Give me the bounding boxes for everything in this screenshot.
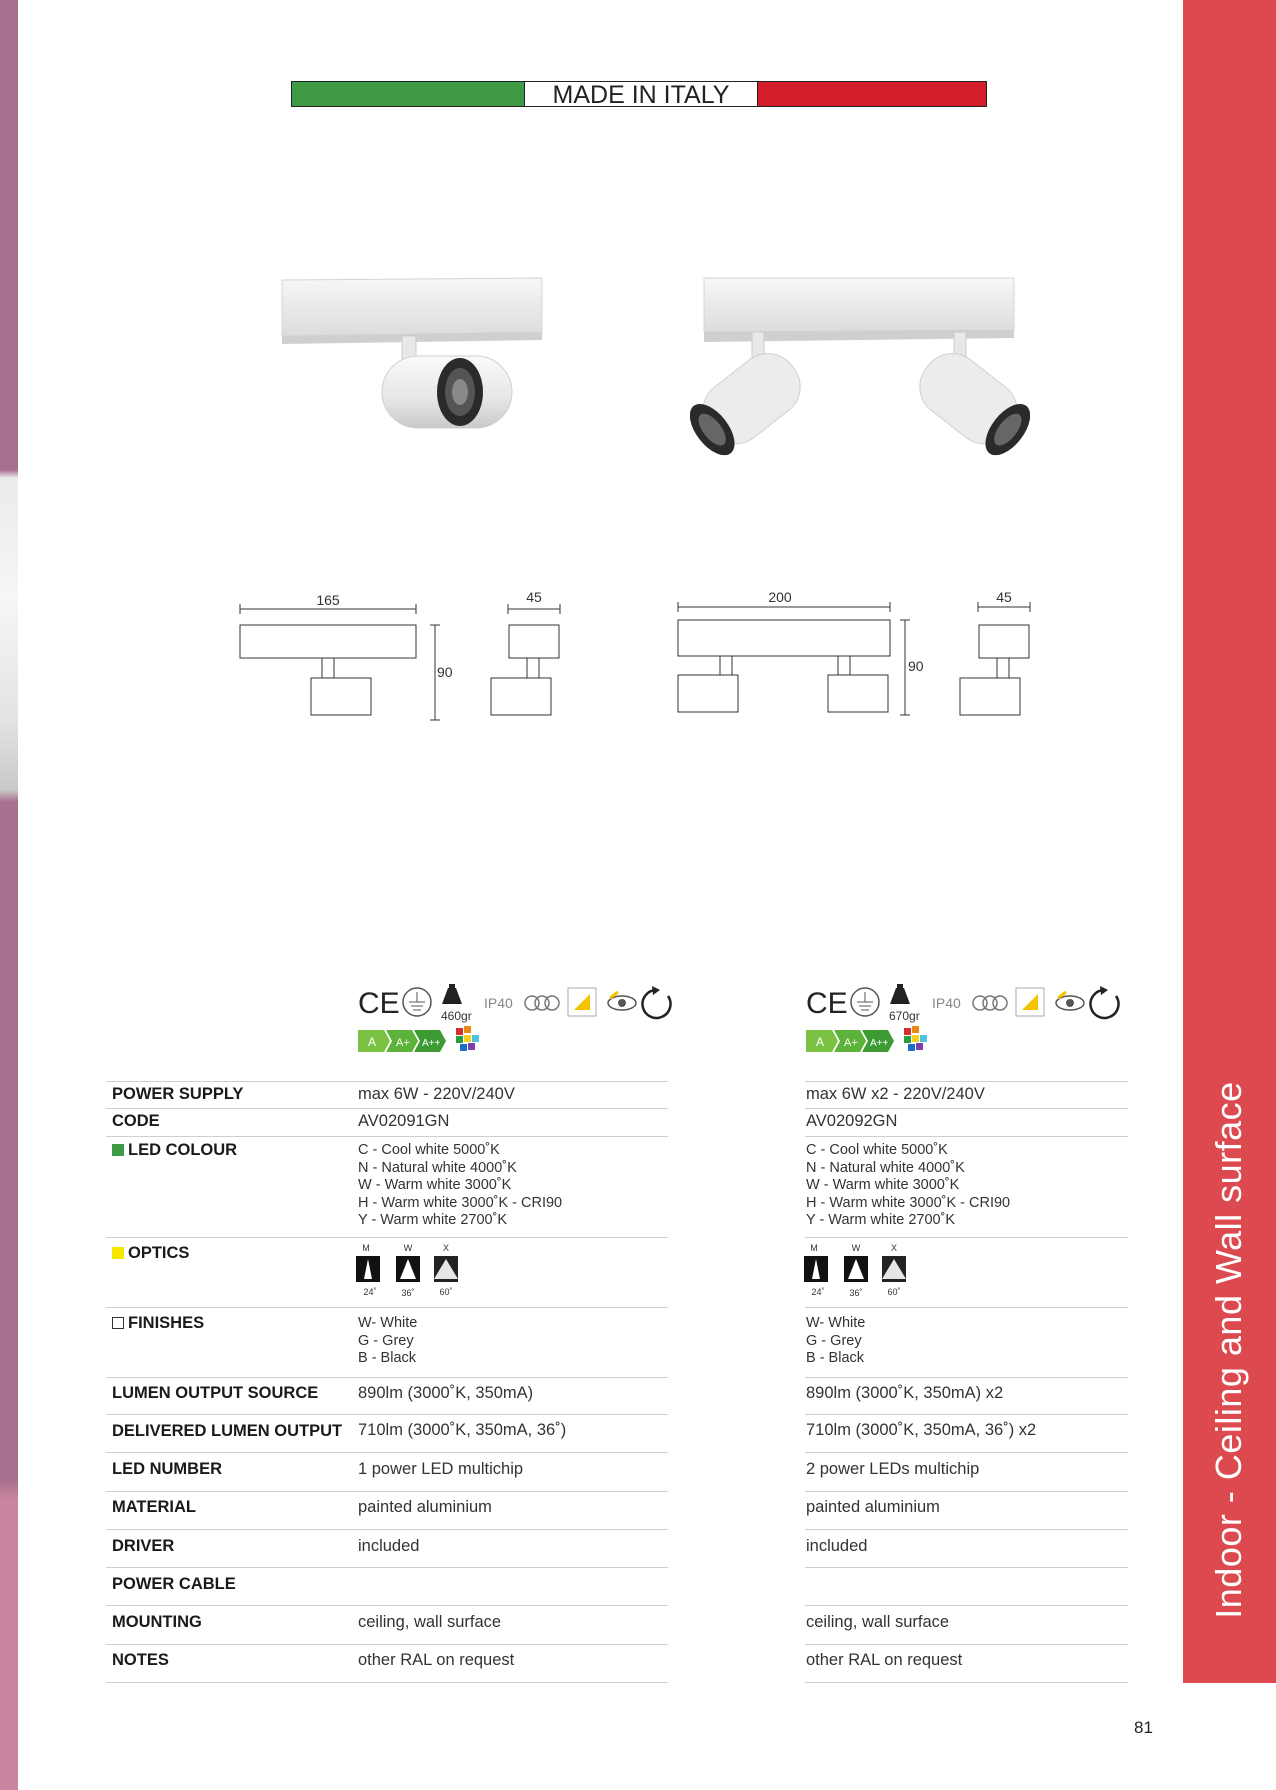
p1-led-colours [358,1142,562,1230]
svg-text:W: W [403,1243,413,1253]
svg-text:M: M [362,1243,370,1253]
rule [805,1108,1128,1109]
ce-mark-2: CE [806,987,848,1020]
narrow-beam-icon [356,1256,380,1282]
weight-icon [890,984,910,1004]
rule [106,1377,668,1378]
double-width-label: 200 [768,589,792,605]
single-width-label: 165 [316,592,340,608]
rule [805,1452,1128,1453]
list-item: G - Grey [358,1332,414,1349]
p1-code: AV02091GN [358,1112,450,1130]
p2-optics-icons [804,1242,914,1298]
rule [106,1452,668,1453]
svg-text:36˚: 36˚ [849,1288,863,1298]
p2-lumen-output-source: 890lm (3000˚K, 350mA) x2 [806,1384,1004,1402]
p2-code: AV02092GN [806,1112,898,1130]
colour-palette-icon [456,1026,479,1051]
svg-text:M: M [810,1243,818,1253]
double-height-label: 90 [908,658,924,674]
label-material: MATERIAL [112,1498,197,1516]
led-module-icon [568,988,596,1016]
list-item: W- White [806,1315,866,1331]
class-i-icon [403,988,431,1016]
made-in-italy-banner [291,81,987,107]
page-number: 81 [1134,1718,1153,1737]
rule [106,1605,668,1606]
rule [106,1307,668,1308]
rule [805,1567,1128,1568]
list-item: G - Grey [806,1332,862,1349]
rule [106,1529,668,1530]
label-delivered-lumen-output: DELIVERED LUMEN OUTPUT [112,1422,343,1440]
eye-icon [1056,992,1084,1010]
rotation-icon [1091,986,1119,1018]
wide-beam-icon [844,1256,868,1282]
svg-text:24˚: 24˚ [811,1287,825,1297]
category-vertical-title: Indoor - Ceiling and Wall surface [1208,1081,1249,1619]
label-power-supply: POWER SUPPLY [112,1085,244,1103]
label-code: CODE [112,1112,160,1130]
narrow-beam-icon [804,1256,828,1282]
p2-mounting: ceiling, wall surface [806,1613,950,1631]
label-lumen-output-source: LUMEN OUTPUT SOURCE [112,1384,319,1402]
rule [106,1491,668,1492]
rule [805,1307,1128,1308]
rule [106,1567,668,1568]
class-i-icon [851,988,879,1016]
p2-driver: included [806,1537,868,1555]
rings-icon [973,996,1007,1010]
list-item: C - Cool white 5000˚K [806,1142,948,1158]
rotation-icon [643,986,671,1018]
p1-power-supply: max 6W - 220V/240V [358,1085,515,1103]
weight-label-1: 460gr [441,1009,472,1023]
p2-delivered-lumen-output: 710lm (3000˚K, 350mA, 36˚) x2 [806,1421,1037,1439]
ip-rating-1: IP40 [484,995,513,1011]
list-item: H - Warm white 3000˚K - CRI90 [358,1194,563,1211]
rule [805,1682,1128,1683]
rings-icon [525,996,559,1010]
rule [106,1108,668,1109]
svg-text:36˚: 36˚ [401,1288,415,1298]
p2-led-number: 2 power LEDs multichip [806,1460,980,1478]
p2-finishes [806,1315,865,1368]
certification-icons-2 [804,980,1134,1060]
list-item: B - Black [358,1350,417,1366]
eye-icon [608,992,636,1010]
rule [106,1237,668,1238]
svg-text:A++: A++ [870,1038,889,1049]
dimension-drawing-double [668,585,1048,725]
certification-icons-1 [356,980,686,1060]
list-item: H - Warm white 3000˚K - CRI90 [806,1194,1011,1211]
led-colour-swatch [112,1144,124,1156]
rule [805,1414,1128,1415]
rule [805,1529,1128,1530]
extra-wide-beam-icon [882,1256,906,1282]
energy-class-icon [806,1030,894,1052]
rule [106,1682,668,1683]
p1-finishes [358,1315,417,1368]
p1-led-number: 1 power LED multichip [358,1460,524,1478]
label-driver: DRIVER [112,1537,175,1555]
p1-lumen-output-source: 890lm (3000˚K, 350mA) [358,1384,534,1402]
p2-material: painted aluminium [806,1498,940,1516]
rule [805,1605,1128,1606]
p2-led-colours [806,1142,1010,1230]
list-item: W - Warm white 3000˚K [806,1177,960,1193]
double-depth-label: 45 [996,589,1012,605]
label-optics: OPTICS [112,1244,189,1263]
label-notes: NOTES [112,1651,169,1669]
left-decorative-strip [0,0,18,1790]
list-item: Y - Warm white 2700˚K [358,1212,508,1228]
rule [805,1081,1128,1082]
svg-text:60˚: 60˚ [887,1287,901,1297]
label-finishes: FINISHES [112,1314,204,1333]
label-led-number: LED NUMBER [112,1460,222,1478]
optics-swatch [112,1247,124,1259]
list-item: Y - Warm white 2700˚K [806,1212,956,1228]
list-item: W - Warm white 3000˚K [358,1177,512,1193]
flag-green [292,82,525,106]
svg-text:60˚: 60˚ [439,1287,453,1297]
p2-notes: other RAL on request [806,1651,963,1669]
flag-red [757,82,986,106]
single-depth-label: 45 [526,589,542,605]
rule [106,1414,668,1415]
p1-optics-icons [356,1242,466,1298]
svg-text:A: A [368,1035,377,1049]
wide-beam-icon [396,1256,420,1282]
list-item: N - Natural white 4000˚K [806,1159,965,1176]
led-module-icon [1016,988,1044,1016]
finishes-swatch [112,1317,124,1329]
made-in-italy-label: MADE IN ITALY [525,82,757,106]
product-photo-double [690,270,1030,475]
product-photo-single [270,270,550,440]
svg-text:A: A [816,1035,825,1049]
dimension-drawing-single [230,585,570,725]
label-led-colour: LED COLOUR [112,1141,237,1160]
p2-power-supply: max 6W x2 - 220V/240V [806,1085,985,1103]
svg-text:X: X [442,1243,450,1253]
p1-delivered-lumen-output: 710lm (3000˚K, 350mA, 36˚) [358,1421,567,1439]
weight-label-2: 670gr [889,1009,920,1023]
rule [805,1136,1128,1137]
p1-material: painted aluminium [358,1498,492,1516]
rule [106,1081,668,1082]
list-item: N - Natural white 4000˚K [358,1159,517,1176]
rule [805,1377,1128,1378]
rule [106,1136,668,1137]
ce-mark-1: CE [358,987,400,1020]
svg-text:A+: A+ [844,1037,858,1049]
colour-palette-icon [904,1026,927,1051]
svg-text:A+: A+ [396,1037,410,1049]
energy-class-icon [358,1030,446,1052]
svg-text:W: W [851,1243,861,1253]
rule [805,1491,1128,1492]
label-mounting: MOUNTING [112,1613,202,1631]
svg-text:X: X [890,1243,898,1253]
svg-text:24˚: 24˚ [363,1287,377,1297]
p1-mounting: ceiling, wall surface [358,1613,502,1631]
list-item: B - Black [806,1350,865,1366]
rule [805,1644,1128,1645]
p1-driver: included [358,1537,420,1555]
weight-icon [442,984,462,1004]
ip-rating-2: IP40 [932,995,961,1011]
svg-text:A++: A++ [422,1038,441,1049]
rule [106,1644,668,1645]
label-power-cable: POWER CABLE [112,1575,236,1593]
list-item: W- White [358,1315,418,1331]
single-height-label: 90 [437,664,453,680]
list-item: C - Cool white 5000˚K [358,1142,500,1158]
p1-notes: other RAL on request [358,1651,515,1669]
rule [805,1237,1128,1238]
extra-wide-beam-icon [434,1256,458,1282]
